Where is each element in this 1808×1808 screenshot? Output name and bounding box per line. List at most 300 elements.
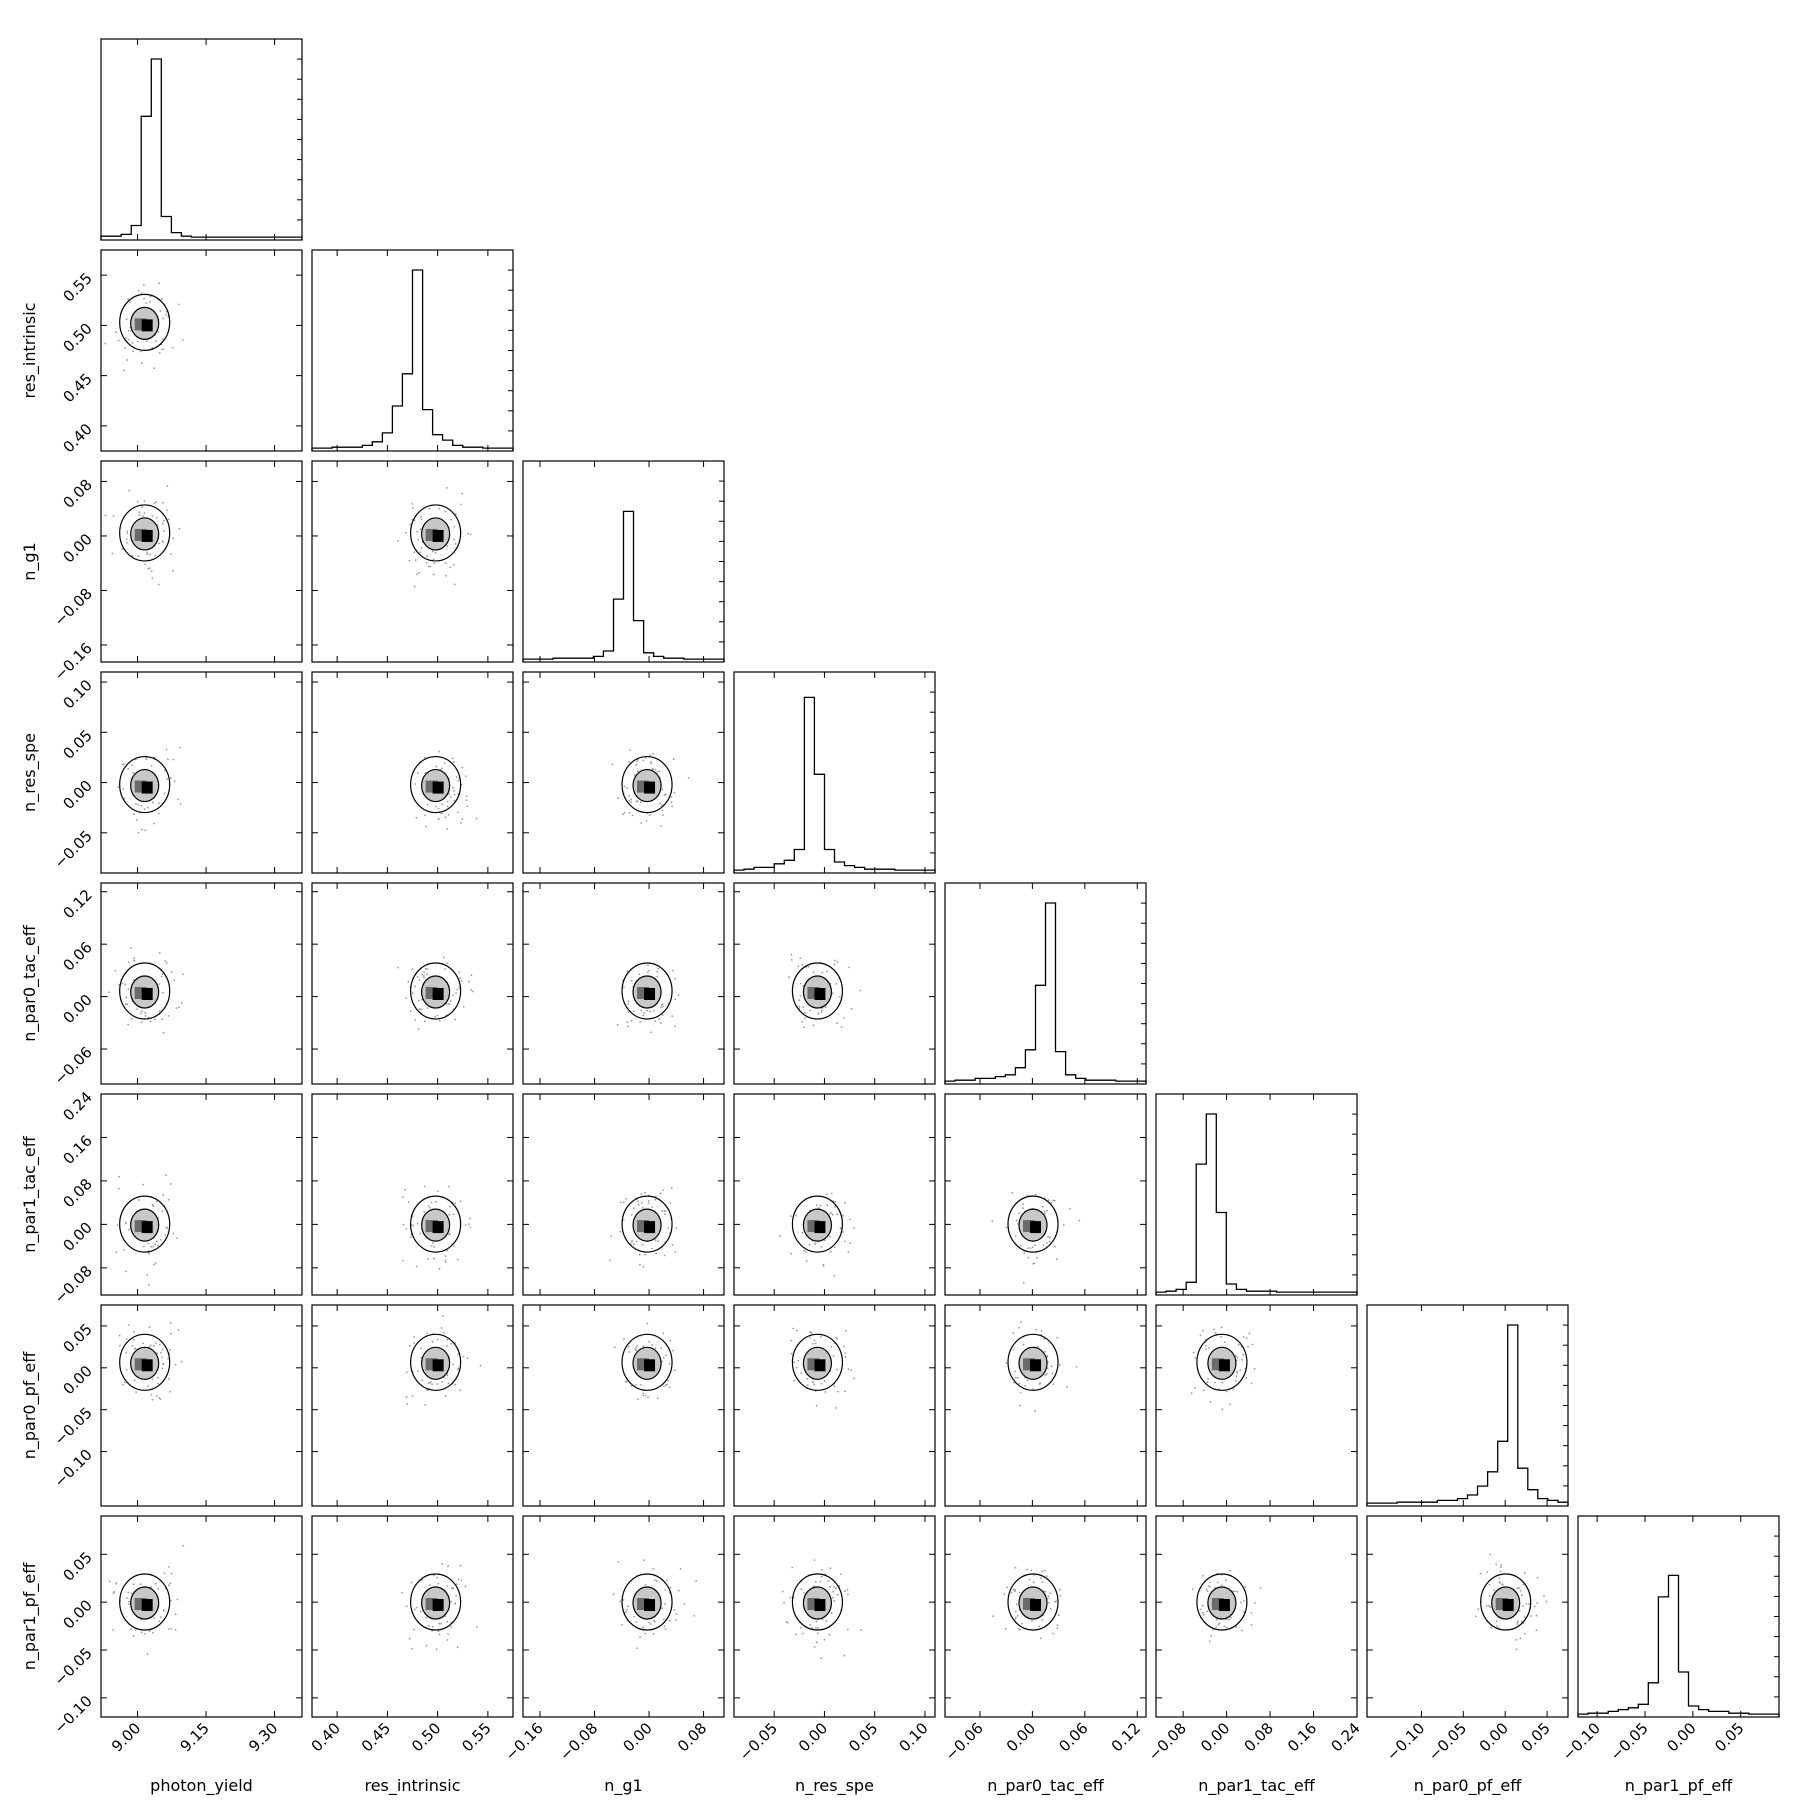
scatter-point <box>803 1592 805 1594</box>
scatter-point <box>631 1214 633 1216</box>
scatter-point <box>834 960 836 962</box>
scatter-point <box>657 1397 659 1399</box>
scatter-point <box>647 964 649 966</box>
scatter-point <box>437 1583 439 1585</box>
scatter-point <box>128 961 130 963</box>
scatter-point <box>125 1003 127 1005</box>
scatter-point <box>409 1345 411 1347</box>
scatter-point <box>820 1246 822 1248</box>
scatter-point <box>647 1397 649 1399</box>
x-axis-label: n_par1_tac_eff <box>1198 1776 1315 1795</box>
x-tick-label: −0.05 <box>1424 1719 1471 1765</box>
scatter-point <box>631 1020 633 1022</box>
scatter-point <box>419 551 421 553</box>
scatter-point <box>439 1634 441 1636</box>
scatter-point <box>442 1315 444 1317</box>
scatter-point <box>820 1581 822 1583</box>
scatter-point <box>833 1586 835 1588</box>
scatter-point <box>643 1393 645 1395</box>
scatter-point <box>807 1384 809 1386</box>
scatter-point <box>1059 1364 1061 1366</box>
scatter-point <box>815 1581 817 1583</box>
scatter-point <box>1048 1602 1050 1604</box>
panel-frame <box>312 461 513 662</box>
scatter-point <box>835 1587 837 1589</box>
scatter-point <box>830 1251 832 1253</box>
scatter-point <box>405 532 407 534</box>
scatter-point <box>140 1021 142 1023</box>
scatter-point <box>432 1242 434 1244</box>
density-peak <box>1030 1221 1041 1233</box>
scatter-point <box>127 1592 129 1594</box>
scatter-point <box>153 1617 155 1619</box>
scatter-point <box>1486 1571 1488 1573</box>
scatter-point <box>126 1338 128 1340</box>
scatter-point <box>1011 1592 1013 1594</box>
scatter-point <box>626 1021 628 1023</box>
scatter-point <box>133 1583 135 1585</box>
scatter-point <box>176 1237 178 1239</box>
scatter-point <box>678 994 680 996</box>
scatter-point <box>154 555 156 557</box>
scatter-point <box>1038 1626 1040 1628</box>
scatter-point <box>1013 1332 1015 1334</box>
scatter-point <box>427 968 429 970</box>
scatter-point <box>635 764 637 766</box>
scatter-point <box>452 995 454 997</box>
scatter-point <box>452 1587 454 1589</box>
scatter-point <box>407 981 409 983</box>
scatter-point <box>409 524 411 526</box>
scatter-point <box>642 1207 644 1209</box>
panel-frame <box>734 672 935 873</box>
scatter-point <box>168 1566 170 1568</box>
scatter-point <box>161 976 163 978</box>
panel-n_par1_tac_eff-vs-res_intrinsic <box>312 1094 513 1295</box>
scatter-point <box>641 1202 643 1204</box>
x-tick-label: 0.08 <box>1240 1719 1277 1756</box>
scatter-point <box>1516 1649 1518 1651</box>
scatter-point <box>158 803 160 805</box>
scatter-point <box>821 1576 823 1578</box>
scatter-point <box>448 1186 450 1188</box>
panel-n_par0_pf_eff-vs-n_par0_pf_eff <box>1367 1305 1568 1506</box>
scatter-point <box>151 765 153 767</box>
scatter-point <box>1222 1408 1224 1410</box>
scatter-point <box>640 801 642 803</box>
scatter-point <box>419 1233 421 1235</box>
scatter-point <box>805 1251 807 1253</box>
scatter-point <box>144 512 146 514</box>
scatter-point <box>647 971 649 973</box>
y-tick-label: −0.10 <box>50 1691 96 1738</box>
scatter-point <box>816 1405 818 1407</box>
scatter-point <box>461 980 463 982</box>
scatter-point <box>449 567 451 569</box>
panel-n_par0_pf_eff-vs-n_par1_tac_eff <box>1156 1305 1357 1506</box>
scatter-point <box>674 978 676 980</box>
x-tick-label: −0.06 <box>941 1719 987 1765</box>
panel-frame <box>945 1516 1146 1717</box>
x-tick-label: 0.05 <box>1711 1719 1748 1756</box>
scatter-point <box>1021 1623 1023 1625</box>
scatter-point <box>170 1183 172 1185</box>
scatter-point <box>452 1364 454 1366</box>
scatter-point <box>435 806 437 808</box>
scatter-point <box>127 768 129 770</box>
scatter-point <box>801 964 803 966</box>
scatter-point <box>412 992 414 994</box>
scatter-point <box>423 977 425 979</box>
x-tick-label: 0.00 <box>1475 1719 1513 1756</box>
scatter-point <box>667 1380 669 1382</box>
scatter-point <box>832 1214 834 1216</box>
scatter-point <box>1030 1570 1032 1572</box>
scatter-point <box>465 1224 467 1226</box>
scatter-point <box>133 957 135 959</box>
scatter-point <box>128 339 130 341</box>
scatter-point <box>1044 1374 1046 1376</box>
scatter-point <box>1203 1389 1205 1391</box>
scatter-point <box>1215 1626 1217 1628</box>
scatter-point <box>674 1025 676 1027</box>
scatter-point <box>433 574 435 576</box>
x-tick-label: 0.10 <box>895 1719 932 1756</box>
x-axis-label: n_par0_pf_eff <box>1413 1776 1522 1795</box>
scatter-point <box>1047 1236 1049 1238</box>
scatter-point <box>455 1595 457 1597</box>
scatter-point <box>422 1379 424 1381</box>
scatter-point <box>455 992 457 994</box>
scatter-point <box>450 1626 452 1628</box>
scatter-point <box>457 780 459 782</box>
scatter-point <box>664 1255 666 1257</box>
panel-frame <box>101 250 302 451</box>
scatter-point <box>162 1194 164 1196</box>
density-peak <box>433 1599 444 1611</box>
scatter-point <box>144 564 146 566</box>
x-tick-label: 0.05 <box>1517 1719 1554 1756</box>
scatter-point <box>1049 1241 1051 1243</box>
scatter-point <box>172 538 174 540</box>
scatter-point <box>1207 1590 1209 1592</box>
x-tick-label: 0.00 <box>1002 1719 1040 1756</box>
scatter-point <box>1218 1624 1220 1626</box>
scatter-point <box>466 795 468 797</box>
scatter-point <box>797 1360 799 1362</box>
scatter-point <box>454 584 456 586</box>
scatter-point <box>113 1592 115 1594</box>
scatter-point <box>156 517 158 519</box>
y-tick-label: −0.10 <box>50 1445 96 1491</box>
scatter-point <box>1014 1371 1016 1373</box>
scatter-point <box>1246 1338 1248 1340</box>
scatter-point <box>643 1012 645 1014</box>
scatter-point <box>1043 1244 1045 1246</box>
scatter-point <box>643 760 645 762</box>
scatter-point <box>1228 1619 1230 1621</box>
scatter-point <box>829 1236 831 1238</box>
scatter-point <box>182 339 184 341</box>
scatter-point <box>1517 1621 1519 1623</box>
x-tick-label: 0.45 <box>357 1719 395 1756</box>
density-peak <box>1503 1599 1514 1611</box>
scatter-point <box>1041 1330 1043 1332</box>
scatter-point <box>108 991 110 993</box>
scatter-point <box>821 972 823 974</box>
scatter-point <box>1220 1336 1222 1338</box>
scatter-point <box>1036 1257 1038 1259</box>
scatter-point <box>170 1322 172 1324</box>
scatter-point <box>1055 1600 1057 1602</box>
scatter-point <box>664 1213 666 1215</box>
scatter-point <box>424 1020 426 1022</box>
scatter-point <box>164 1234 166 1236</box>
scatter-point <box>1022 1207 1024 1209</box>
scatter-point <box>651 1248 653 1250</box>
scatter-point <box>834 1385 836 1387</box>
scatter-point <box>662 1014 664 1016</box>
y-tick-label: −0.05 <box>50 1644 96 1690</box>
scatter-point <box>1040 1577 1042 1579</box>
scatter-point <box>112 1629 114 1631</box>
scatter-point <box>1042 1206 1044 1208</box>
scatter-point <box>128 1603 130 1605</box>
scatter-point <box>156 1240 158 1242</box>
density-peak <box>142 530 153 542</box>
scatter-point <box>1516 1639 1518 1641</box>
scatter-point <box>1528 1603 1530 1605</box>
scatter-point <box>412 1225 414 1227</box>
scatter-point <box>837 1391 839 1393</box>
density-peak <box>814 988 825 1000</box>
scatter-point <box>1004 1593 1006 1595</box>
scatter-point <box>448 814 450 816</box>
scatter-point <box>426 1332 428 1334</box>
scatter-point <box>159 352 161 354</box>
scatter-point <box>453 526 455 528</box>
scatter-point <box>1521 1594 1523 1596</box>
scatter-point <box>141 362 143 364</box>
scatter-point <box>457 989 459 991</box>
density-peak <box>433 530 444 542</box>
scatter-point <box>428 566 430 568</box>
scatter-point <box>1260 1587 1262 1589</box>
scatter-point <box>136 1008 138 1010</box>
scatter-point <box>467 533 469 535</box>
scatter-point <box>127 298 129 300</box>
panel-n_par1_pf_eff-vs-n_par1_tac_eff <box>1156 1516 1357 1717</box>
scatter-point <box>447 1621 449 1623</box>
scatter-point <box>1241 1359 1243 1361</box>
scatter-point <box>138 832 140 834</box>
scatter-point <box>162 1363 164 1365</box>
scatter-point <box>1036 1329 1038 1331</box>
scatter-point <box>1206 1610 1208 1612</box>
scatter-point <box>406 1371 408 1373</box>
scatter-point <box>445 1255 447 1257</box>
scatter-point <box>1039 1382 1041 1384</box>
scatter-point <box>1537 1577 1539 1579</box>
scatter-point <box>438 1623 440 1625</box>
scatter-point <box>158 584 160 586</box>
scatter-point <box>646 1010 648 1012</box>
scatter-point <box>671 801 673 803</box>
scatter-point <box>142 1184 144 1186</box>
scatter-point <box>1056 1627 1058 1629</box>
scatter-point <box>445 575 447 577</box>
scatter-point <box>824 1380 826 1382</box>
scatter-point <box>175 1629 177 1631</box>
panel-frame <box>1156 1305 1357 1506</box>
scatter-point <box>439 1020 441 1022</box>
scatter-point <box>1241 1630 1243 1632</box>
scatter-point <box>414 586 416 588</box>
scatter-point <box>688 777 690 779</box>
scatter-point <box>617 1561 619 1563</box>
scatter-point <box>177 1599 179 1601</box>
scatter-point <box>1524 1616 1526 1618</box>
x-tick-label: 0.00 <box>1197 1719 1234 1756</box>
scatter-point <box>158 1397 160 1399</box>
scatter-point <box>448 1382 450 1384</box>
scatter-point <box>180 1361 182 1363</box>
scatter-point <box>623 1599 625 1601</box>
panel-frame <box>101 461 302 662</box>
scatter-point <box>1223 1626 1225 1628</box>
scatter-point <box>1059 1589 1061 1591</box>
density-peak <box>814 1599 825 1611</box>
scatter-point <box>123 763 125 765</box>
scatter-point <box>675 1619 677 1621</box>
scatter-point <box>413 551 415 553</box>
scatter-point <box>627 1003 629 1005</box>
scatter-point <box>1233 1590 1235 1592</box>
scatter-point <box>642 1627 644 1629</box>
scatter-point <box>639 1254 641 1256</box>
scatter-point <box>438 751 440 753</box>
scatter-point <box>143 298 145 300</box>
scatter-point <box>1076 1366 1078 1368</box>
scatter-point <box>671 796 673 798</box>
scatter-point <box>179 747 181 749</box>
panel-n_par1_pf_eff-vs-n_g1 <box>523 1516 724 1717</box>
scatter-point <box>1517 1587 1519 1589</box>
scatter-point <box>163 530 165 532</box>
scatter-point <box>151 1394 153 1396</box>
scatter-point <box>152 1246 154 1248</box>
scatter-point <box>105 515 107 517</box>
panel-frame <box>734 1305 935 1506</box>
scatter-point <box>648 970 650 972</box>
scatter-point <box>127 988 129 990</box>
scatter-point <box>1489 1554 1491 1556</box>
scatter-point <box>419 979 421 981</box>
scatter-point <box>443 956 445 958</box>
scatter-point <box>1229 1403 1231 1405</box>
scatter-point <box>128 1601 130 1603</box>
scatter-point <box>624 812 626 814</box>
scatter-point <box>447 1585 449 1587</box>
scatter-point <box>134 960 136 962</box>
scatter-point <box>447 1565 449 1567</box>
scatter-point <box>1536 1629 1538 1631</box>
scatter-point <box>158 1621 160 1623</box>
scatter-point <box>457 1367 459 1369</box>
scatter-point <box>1056 1258 1058 1260</box>
scatter-point <box>1534 1606 1536 1608</box>
scatter-point <box>663 1619 665 1621</box>
scatter-point <box>127 533 129 535</box>
scatter-point <box>133 813 135 815</box>
scatter-point <box>161 1018 163 1020</box>
scatter-point <box>833 1600 835 1602</box>
scatter-point <box>1216 1619 1218 1621</box>
scatter-point <box>133 351 135 353</box>
scatter-point <box>822 1619 824 1621</box>
scatter-point <box>160 310 162 312</box>
scatter-point <box>168 1015 170 1017</box>
scatter-point <box>645 757 647 759</box>
scatter-point <box>455 1384 457 1386</box>
scatter-point <box>660 1006 662 1008</box>
scatter-point <box>649 814 651 816</box>
scatter-point <box>1236 1371 1238 1373</box>
scatter-point <box>406 1403 408 1405</box>
scatter-point <box>788 976 790 978</box>
scatter-point <box>670 1202 672 1204</box>
scatter-point <box>836 1022 838 1024</box>
scatter-point <box>437 1383 439 1385</box>
scatter-point <box>170 1628 172 1630</box>
y-tick-label: 0.00 <box>59 776 96 814</box>
scatter-point <box>132 1345 134 1347</box>
scatter-point <box>1006 1362 1008 1364</box>
scatter-point <box>636 1647 638 1649</box>
scatter-point <box>457 812 459 814</box>
density-peak <box>644 988 655 1000</box>
scatter-point <box>1209 1640 1211 1642</box>
scatter-point <box>1209 1401 1211 1403</box>
scatter-point <box>843 1346 845 1348</box>
x-tick-label: 0.06 <box>1055 1719 1092 1756</box>
scatter-point <box>159 952 161 954</box>
scatter-point <box>426 1007 428 1009</box>
scatter-point <box>648 1341 650 1343</box>
scatter-point <box>421 547 423 549</box>
scatter-point <box>671 806 673 808</box>
scatter-point <box>1054 1200 1056 1202</box>
scatter-point <box>441 1327 443 1329</box>
scatter-point <box>1052 1633 1054 1635</box>
scatter-point <box>463 1006 465 1008</box>
scatter-point <box>1208 1347 1210 1349</box>
scatter-point <box>662 1333 664 1335</box>
panel-n_par1_pf_eff-vs-n_res_spe <box>734 1516 935 1717</box>
scatter-point <box>155 1342 157 1344</box>
scatter-point <box>804 1017 806 1019</box>
scatter-point <box>408 1201 410 1203</box>
scatter-point <box>648 1202 650 1204</box>
scatter-point <box>1044 1351 1046 1353</box>
scatter-point <box>1015 1235 1017 1237</box>
scatter-point <box>1006 1227 1008 1229</box>
scatter-point <box>424 1186 426 1188</box>
scatter-point <box>126 531 128 533</box>
scatter-point <box>129 301 131 303</box>
scatter-point <box>800 1627 802 1629</box>
scatter-point <box>144 500 146 502</box>
